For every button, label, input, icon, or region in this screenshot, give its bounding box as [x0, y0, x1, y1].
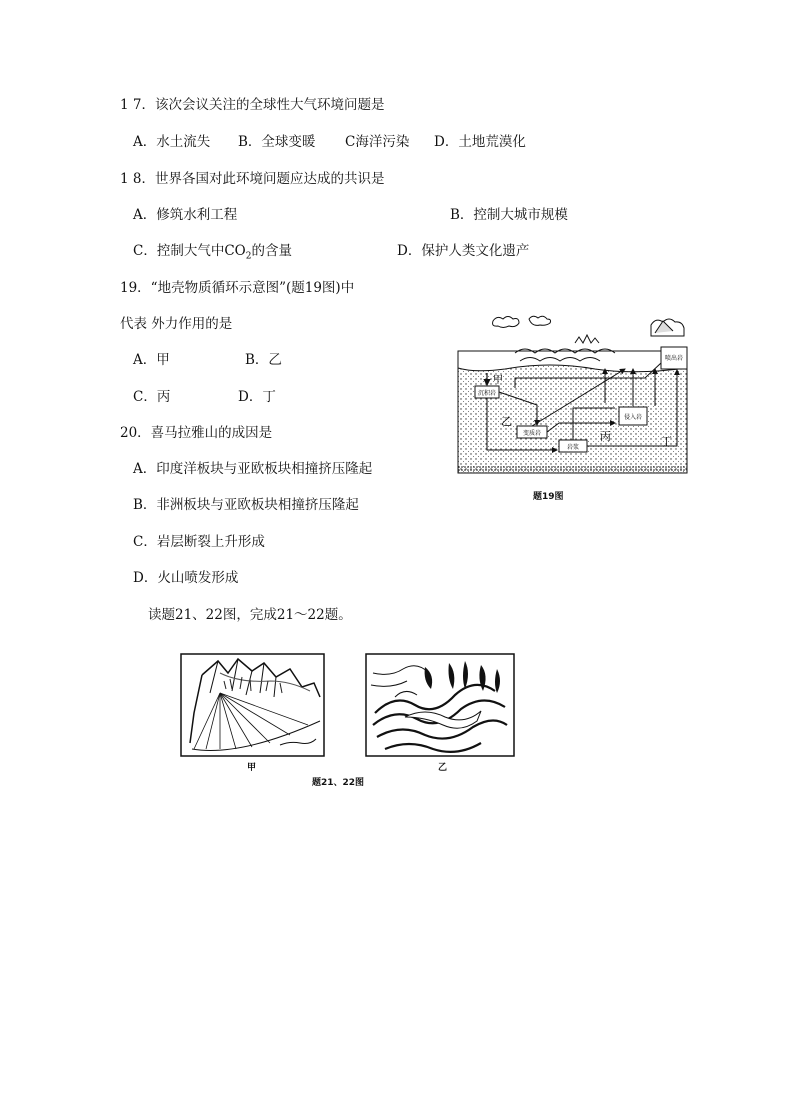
- label-bing: 丙: [600, 430, 611, 443]
- figure-21-22-intro: 读题21、22图，完成21～22题。: [148, 607, 352, 623]
- q18-stem: 1 8．世界各国对此环境问题应达成的共识是: [120, 171, 385, 187]
- q17-stem: 1 7．该次会议关注的全球性大气环境问题是: [120, 97, 385, 113]
- q19-stem: 19．“地壳物质循环示意图”(题19图)中: [120, 280, 355, 296]
- q19-stem-2: 代表 外力作用的是: [120, 316, 233, 332]
- box-metamorphic-label: 变质岩: [522, 430, 542, 437]
- figure-21-right-label: 乙: [438, 763, 448, 773]
- box-intrusive-label: 侵入岩: [623, 414, 643, 421]
- q19-option-a: A．甲: [133, 352, 170, 368]
- q18-option-c-post: 的含量: [251, 243, 292, 259]
- q17-option-b: B．全球变暖: [238, 134, 316, 150]
- box-extrusive-label: 喷出岩: [664, 355, 684, 362]
- figure-21-left: [180, 653, 325, 757]
- label-jia: 甲: [493, 375, 503, 386]
- q19-option-c: C．丙: [133, 389, 171, 405]
- q17-option-d: D．土地荒漠化: [434, 134, 526, 150]
- q20-option-b: B．非洲板块与亚欧板块相撞挤压隆起: [133, 497, 359, 513]
- q19-option-d: D．丁: [238, 389, 276, 405]
- figure-21-22-caption: 题21、22图: [312, 778, 365, 788]
- q18-option-c-sub: 2: [245, 251, 252, 262]
- q20-option-c: C．岩层断裂上升形成: [133, 534, 265, 550]
- q18-option-b: B．控制大城市规模: [450, 207, 568, 223]
- q18-option-a: A．修筑水利工程: [133, 207, 238, 223]
- q20-option-a: A．印度洋板块与亚欧板块相撞挤压隆起: [133, 461, 373, 477]
- meander-illustration: [365, 653, 515, 757]
- q20-stem: 20．喜马拉雅山的成因是: [120, 425, 273, 441]
- figure-19: [455, 313, 690, 513]
- label-yi: 乙: [501, 415, 512, 428]
- box-sedimentary-label: 沉积岩: [477, 390, 497, 397]
- cloud-icon: [493, 317, 519, 328]
- figure-19-caption: 题19图: [533, 492, 564, 502]
- rock-cycle-diagram: [455, 313, 690, 483]
- q17-option-a: A．水土流失: [133, 134, 211, 150]
- label-ding: 丁: [661, 435, 672, 448]
- figure-21-left-label: 甲: [247, 763, 257, 773]
- q18-option-c-pre: C．控制大气中CO: [133, 243, 246, 259]
- q18-option-c: [133, 242, 292, 266]
- q20-option-d: D．火山喷发形成: [133, 570, 239, 586]
- mountain-fan-illustration: [180, 653, 325, 757]
- box-magma-label: 岩浆: [566, 444, 580, 451]
- q18-option-d: D．保护人类文化遗产: [397, 243, 530, 259]
- q17-option-c: C海洋污染: [345, 134, 410, 150]
- q19-option-b: B．乙: [245, 352, 282, 368]
- cloud-icon: [529, 316, 551, 325]
- figure-21-right: [365, 653, 515, 757]
